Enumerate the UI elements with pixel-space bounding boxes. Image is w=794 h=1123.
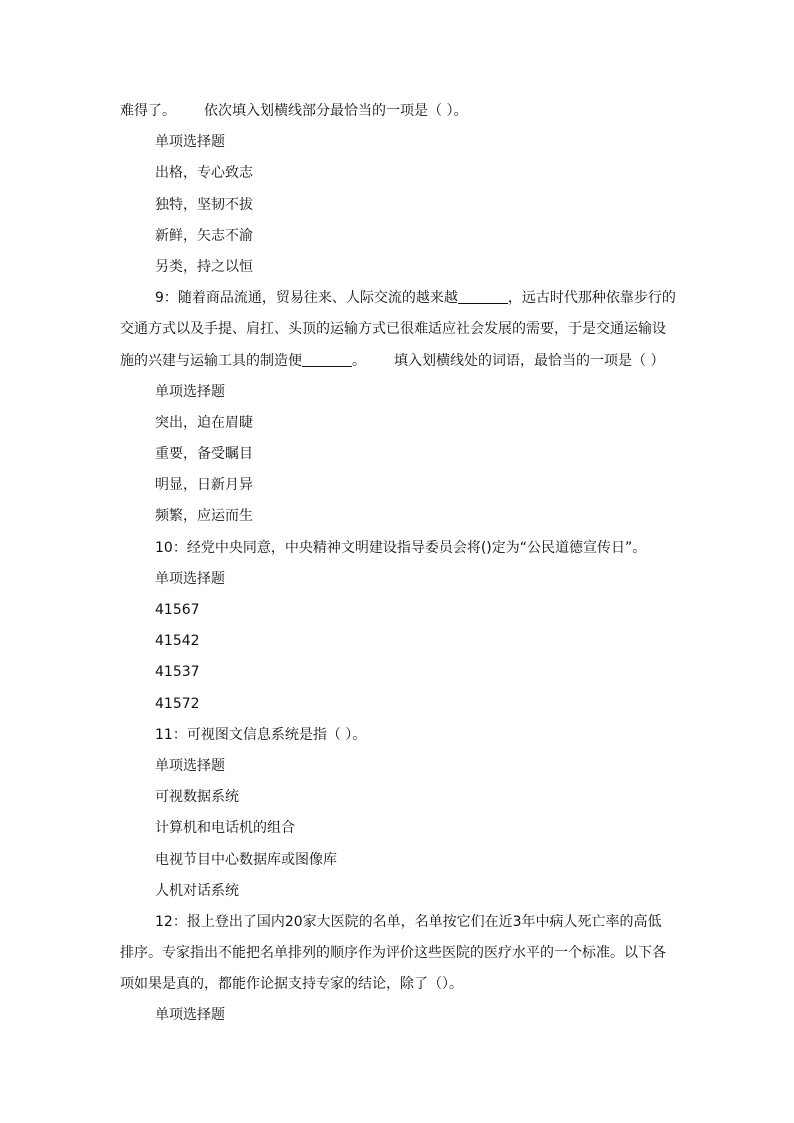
text: 难得了。: [120, 103, 176, 119]
question-9: [120, 283, 680, 314]
option: 41537: [155, 664, 200, 681]
question-type: 单项选择题: [155, 1007, 225, 1024]
question-9-line: [120, 346, 680, 377]
option: 新鲜，矢志不渝: [155, 227, 253, 244]
text: 依次填入划横线部分最恰当的一项是（ ）。: [204, 103, 468, 119]
text: 。: [352, 352, 366, 369]
text: 填入划横线处的词语，最恰当的一项是（ ）: [394, 352, 665, 369]
text: ，远古时代那种依靠步行的: [507, 290, 676, 307]
question-11: 11：可视图文信息系统是指（ ）。: [155, 726, 367, 743]
option: 出格，专心致志: [155, 165, 253, 182]
option: 可视数据系统: [155, 789, 239, 806]
blank-line: [458, 287, 508, 304]
question-12-line: 项如果是真的，都能作论据支持专家的结论，除了（）。: [120, 976, 463, 993]
document-body: [120, 96, 680, 1032]
question-12: 12：报上登出了国内20家大医院的名单，名单按它们在近3年中病人死亡率的高低: [155, 913, 662, 930]
option: 电视节目中心数据库或图像库: [155, 851, 337, 868]
option: 重要，备受瞩目: [155, 446, 253, 463]
question-9-line: 交通方式以及手提、肩扛、头顶的运输方式已很难适应社会发展的需要，于是交通运输设: [120, 321, 666, 338]
text: 施的兴建与运输工具的制造便: [120, 352, 302, 369]
question-type: 单项选择题: [155, 383, 225, 400]
option: 明显，日新月异: [155, 477, 253, 494]
question-12-line: 排序。专家指出不能把名单排列的顺序作为评价这些医院的医疗水平的一个标准。以下各: [120, 945, 666, 962]
question-type: 单项选择题: [155, 757, 225, 774]
option: 突出，迫在眉睫: [155, 414, 253, 431]
question-10: 10：经党中央同意，中央精神文明建设指导委员会将()定为“公民道德宣传日”。: [155, 539, 647, 556]
option: 人机对话系统: [155, 882, 239, 899]
option: 41542: [155, 633, 200, 650]
blank-line: [302, 350, 352, 367]
option: 计算机和电话机的组合: [155, 820, 295, 837]
option: 41572: [155, 695, 200, 712]
question-type: 单项选择题: [155, 570, 225, 587]
option: 另类，持之以恒: [155, 258, 253, 275]
option: 独特，坚韧不拔: [155, 196, 253, 213]
option: 频繁，应运而生: [155, 508, 253, 525]
option: 41567: [155, 602, 200, 618]
text: 9：随着商品流通，贸易往来、人际交流的越来越: [155, 290, 458, 307]
question-8-tail: [120, 96, 680, 127]
question-type: 单项选择题: [155, 134, 225, 151]
